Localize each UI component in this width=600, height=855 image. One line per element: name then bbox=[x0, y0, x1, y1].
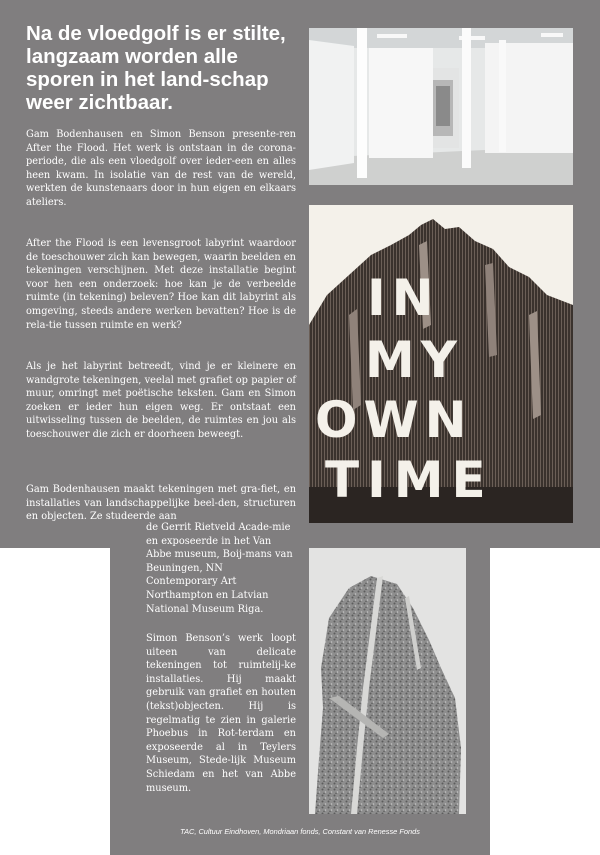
visit-paragraph: Als je het labyrint betreedt, vind je er kleinere en wandgrote tekeningen, veelal met grafiet op papier of muur, omringt met poëtische teksten. Gam en Simon zoeken er ieder hun eigen weg. Er ontstaat een uitwisseling tussen de beelden, de ruimtes en jou als toeschouwer die zich er doorheen beweegt. bbox=[26, 361, 296, 440]
intro-paragraph: Gam Bodenhausen en Simon Benson presente-ren After the Flood. Het werk is ontstaan in de corona-periode, die als een vloedgolf over ieder-een en alles heen kwam. In isolatie van de rest van de wereld, werkten de kunstenaars door in hun eigen en elkaars ateliers. bbox=[26, 129, 296, 208]
gallery-installation-photo bbox=[309, 28, 573, 185]
sponsor-credits: TAC, Cultuur Eindhoven, Mondriaan fonds, Constant van Renesse Fonds bbox=[180, 827, 420, 836]
artwork-word: IN bbox=[367, 269, 440, 327]
artwork-word: TIME bbox=[325, 451, 494, 509]
artwork-word: OWN bbox=[315, 391, 473, 449]
page-headline: Na de vloedgolf is er stilte, langzaam worden alle sporen in het land-schap weer zichtbaar. bbox=[26, 22, 286, 114]
simon-bio-paragraph: Simon Benson’s werk loopt uiteen van delicate tekeningen tot ruimtelij-ke installaties. Hij maakt gebruik van grafiet en houten (tekst)objecten. Hij is regelmatig te zien in galerie Phoebus in Rot-terdam en exposeerde al in Teylers Museum, Stede-lijk Museum Schiedam en het van Abbe museum. bbox=[146, 633, 296, 794]
labyrinth-paragraph: After the Flood is een levensgroot labyrint waardoor de toeschouwer zich kan bewegen, waarin beelden en tekeningen verschijnen. Met deze installatie begint voor hen een onderzoek: hoe kan je de verbeelde ruimte (in tekening) beleven? Hoe kan dit labyrint als omgeving, steeds andere werken bevatten? Hoe is de rela-tie tussen ruimte en werk? bbox=[26, 238, 296, 331]
rock-drawing-artwork bbox=[309, 548, 466, 814]
mountain-drawing-artwork bbox=[309, 205, 573, 523]
gam-bio-paragraph: Gam Bodenhausen maakt tekeningen met gra-fiet, en installaties van landschappelijke beel-den, structuren en objecten. Ze studeerde aan bbox=[26, 484, 296, 523]
gam-bio-paragraph-continued: de Gerrit Rietveld Acade-mie en exposeerde in het Van Abbe museum, Boij-mans van Beuningen, NN Contemporary Art Northampton en Latvian National Museum Riga. bbox=[146, 522, 293, 615]
artwork-word: MY bbox=[365, 331, 463, 389]
